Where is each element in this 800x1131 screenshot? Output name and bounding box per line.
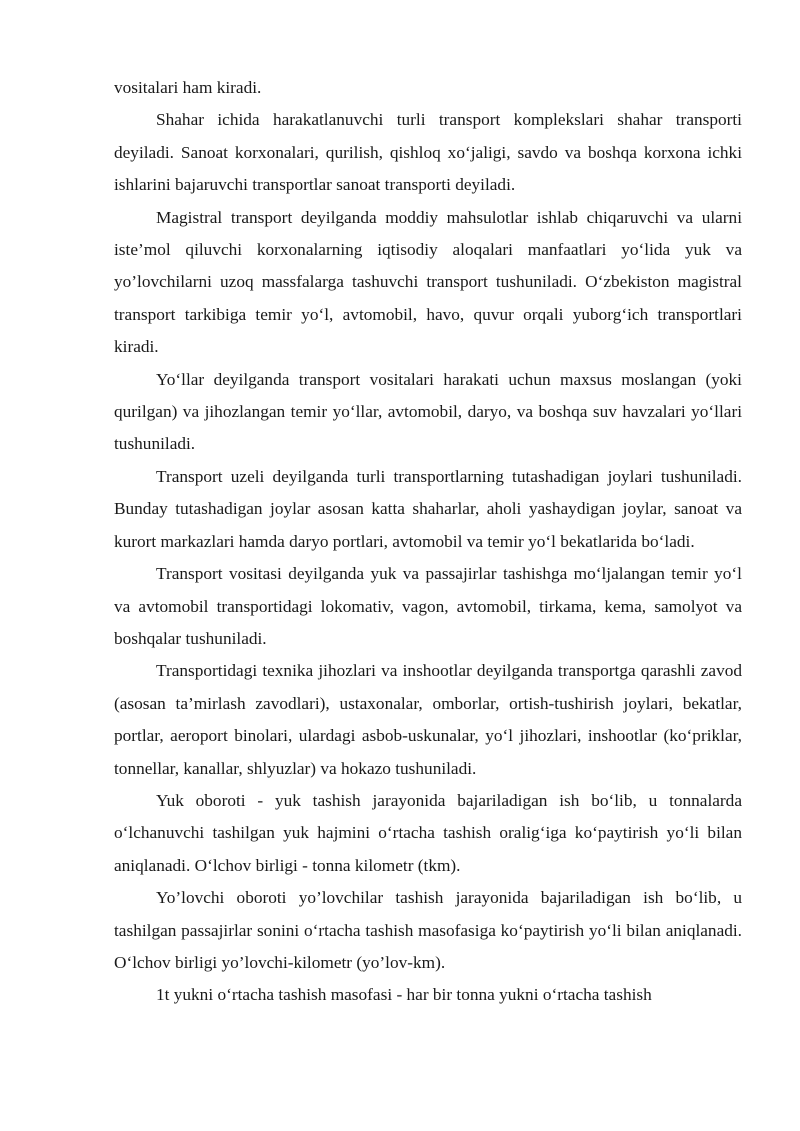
paragraph-tashish-masofasi: 1t yukni o‘rtacha tashish masofasi - har bir tonna yukni o‘rtacha tashish xyxy=(156,985,652,1005)
paragraph-shahar-transporti: Shahar ichida harakatlanuvchi turli transport komplekslari shahar transporti deyiladi. Sanoat korxonalari, qurilish, qishloq xo‘jaligi, savdo va boshqa korxona ichki ishlarini bajaruvchi transportlar sanoat transporti deyiladi. xyxy=(114,110,742,195)
paragraph-magistral-transport: Magistral transport deyilganda moddiy mahsulotlar ishlab chiqaruvchi va ularni iste’mol qiluvchi korxonalarning iqtisodiy aloqalari manfaatlari yo‘lida yuk va yo’lovchilarni uzoq massfalarga tashuvchi transport tushuniladi. O‘zbekiston magistral transport tarkibiga temir yo‘l, avtomobil, havo, quvur orqali yuborg‘ich transportlari kiradi. xyxy=(114,207,742,357)
document-page xyxy=(114,72,742,1012)
paragraph-transport-vositasi: Transport vositasi deyilganda yuk va passajirlar tashishga mo‘ljalangan temir yo‘l va avtomobil transportidagi lokomativ, vagon, avtomobil, tirkama, kema, samolyot va boshqalar tushuniladi. xyxy=(114,564,742,648)
paragraph-continuation: vositalari ham kiradi. xyxy=(114,78,262,97)
paragraph-yolovchi-oboroti: Yo’lovchi oboroti yo’lovchilar tashish jarayonida bajariladigan ish bo‘lib, u tashilgan passajirlar sonini o‘rtacha tashish masofasiga ko‘paytirish yo‘li bilan aniqlanadi. O‘lchov birligi yo’lovchi-kilometr (yo’lov-km). xyxy=(114,888,742,972)
paragraph-texnika-jihozlari: Transportidagi texnika jihozlari va inshootlar deyilganda transportga qarashli zavod (asosan ta’mirlash zavodlari), ustaxonalar, omborlar, ortish-tushirish joylari, bekatlar, portlar, aeroport binolari, ulardagi asbob-uskunalar, yo‘l jihozlari, inshootlar (ko‘priklar, tonnellar, kanallar, shlyuzlar) va hokazo tushuniladi. xyxy=(114,661,742,778)
paragraph-yuk-oboroti: Yuk oboroti - yuk tashish jarayonida bajariladigan ish bo‘lib, u tonnalarda o‘lchanuvchi tashilgan yuk hajmini o‘rtacha tashish oralig‘iga ko‘paytirish yo‘li bilan aniqlanadi. O‘lchov birligi - tonna kilometr (tkm). xyxy=(114,790,742,875)
paragraph-yollar: Yo‘llar deyilganda transport vositalari harakati uchun maxsus moslangan (yoki qurilgan) va jihozlangan temir yo‘llar, avtomobil, daryo, va boshqa suv havzalari yo‘llari tushuniladi. xyxy=(114,369,742,454)
paragraph-transport-uzeli: Transport uzeli deyilganda turli transportlarning tutashadigan joylari tushuniladi. Bunday tutashadigan joylar asosan katta shaharlar, aholi yashaydigan joylar, sanoat va kurort markazlari hamda daryo portlari, avtomobil va temir yo‘l bekatlarida bo‘ladi. xyxy=(114,466,742,551)
